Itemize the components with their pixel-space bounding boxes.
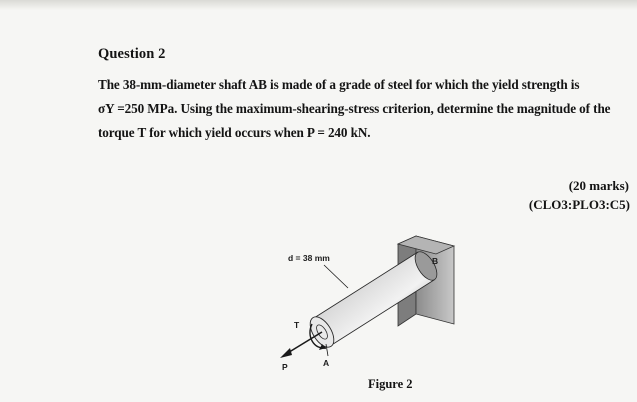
point-b-label: B xyxy=(432,256,439,266)
diameter-label: d = 38 mm xyxy=(288,253,330,263)
clo-label: (CLO3:PLO3:C5) xyxy=(528,197,630,212)
page-top-shadow xyxy=(0,0,637,10)
question-text-line-3: torque T for which yield occurs when P = 240 kN. xyxy=(98,125,371,140)
load-arrowhead-icon xyxy=(280,348,292,358)
figure-caption: Figure 2 xyxy=(368,377,413,391)
marks-label: (20 marks) xyxy=(568,178,629,193)
point-a-label: A xyxy=(323,358,330,368)
diameter-leader-line xyxy=(324,265,348,288)
question-text-line-2: σY =250 MPa. Using the maximum-shearing-stress criterion, determine the magnitude of the xyxy=(98,101,611,116)
shaft-figure xyxy=(268,232,478,372)
torque-t-label: T xyxy=(294,320,300,330)
question-heading: Question 2 xyxy=(98,46,166,62)
load-p-label: P xyxy=(282,362,288,372)
load-arrow-icon xyxy=(286,332,322,354)
question-text-line-1: The 38-mm-diameter shaft AB is made of a grade of steel for which the yield strength is xyxy=(98,77,580,92)
